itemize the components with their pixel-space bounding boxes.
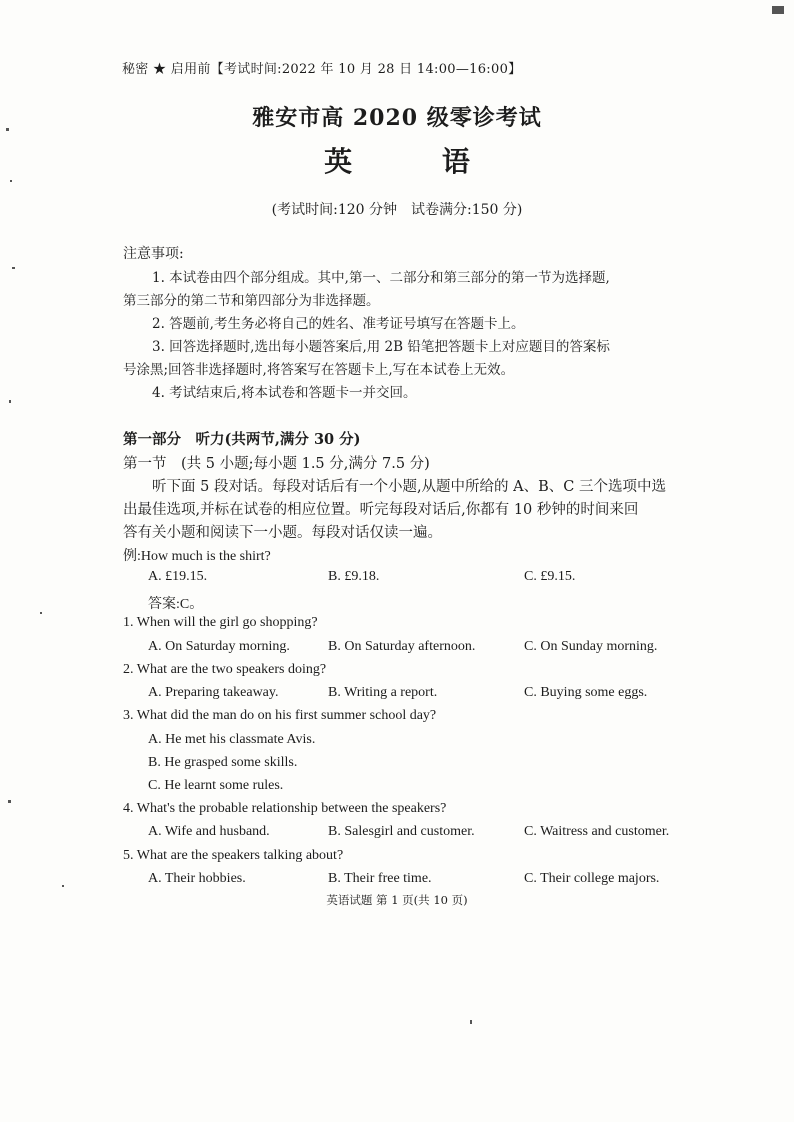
question-stem: 4. What's the probable relationship between the speakers? [123,801,447,816]
subject-title: 英 语 [324,145,510,178]
example-stem: 例:How much is the shirt? [123,549,271,564]
instructions: 听下面 5 段对话。每段对话后有一个小题,从题中所给的 A、B、C 三个选项中选 [152,479,666,495]
exam-info: (考试时间:120 分钟 试卷满分:150 分) [271,202,523,218]
example-option-b: B. £9.18. [328,569,380,584]
question-stem: 2. What are the two speakers doing? [123,662,327,677]
notice-item-3-cont: 号涂黑;回答非选择题时,将答案写在答题卡上,写在本试卷上无效。 [123,362,515,378]
section-heading: 第一节 (共 5 小题;每小题 1.5 分,满分 7.5 分) [123,456,430,472]
question-stem: 3. What did the man do on his first summer school day? [123,708,437,723]
question-option: B. On Saturday afternoon. [328,639,476,654]
notice-item-3: 3. 回答选择题时,选出每小题答案后,用 2B 铅笔把答题卡上对应题目的答案标 [152,339,610,355]
question-option: B. Writing a report. [328,685,438,700]
scan-speck [6,128,9,131]
question-option: C. Their college majors. [524,871,660,886]
question-stem: 5. What are the speakers talking about? [123,848,344,863]
notice-item-4: 4. 考试结束后,将本试卷和答题卡一并交回。 [152,385,417,401]
example-option-c: C. £9.15. [524,569,576,584]
instructions-cont: 答有关小题和阅读下一小题。每段对话仅读一遍。 [123,525,442,541]
question-option: B. Salesgirl and customer. [328,824,475,839]
scan-speck [10,180,12,182]
scan-speck [8,800,11,803]
page-footer: 英语试题 第 1 页(共 10 页) [326,893,468,907]
part-heading: 第一部分 听力(共两节,满分 30 分) [123,431,361,448]
question-option: A. Their hobbies. [148,871,246,886]
scan-speck [12,267,15,269]
question-option: A. Preparing takeaway. [148,685,279,700]
question-option: A. He met his classmate Avis. [148,732,316,747]
notice-heading: 注意事项: [123,246,184,262]
notice-item-1: 1. 本试卷由四个部分组成。其中,第一、二部分和第三部分的第一节为选择题, [152,270,610,286]
question-option: A. Wife and husband. [148,824,270,839]
question-stem: 1. When will the girl go shopping? [123,615,318,630]
instructions-cont: 出最佳选项,并标在试卷的相应位置。听完每段对话后,你都有 10 秒钟的时间来回 [123,502,639,518]
notice-item-2: 2. 答题前,考生务必将自己的姓名、准考证号填写在答题卡上。 [152,316,525,332]
scan-speck [9,400,11,403]
notice-item-1-cont: 第三部分的第二节和第四部分为非选择题。 [123,293,380,309]
scan-speck [40,612,42,614]
scan-speck [62,885,64,887]
question-option: B. He grasped some skills. [148,755,298,770]
example-answer: 答案:C。 [148,597,204,612]
question-option: B. Their free time. [328,871,432,886]
exam-title: 雅安市高 2020 级零诊考试 [252,105,542,131]
confidentiality-line: 秘密 ★ 启用前【考试时间:2022 年 10 月 28 日 14:00—16:00】 [122,62,522,77]
question-option: C. Buying some eggs. [524,685,648,700]
question-option: C. On Sunday morning. [524,639,658,654]
scan-speck [470,1020,472,1024]
question-option: C. Waitress and customer. [524,824,670,839]
question-option: C. He learnt some rules. [148,778,284,793]
scan-speck [772,6,784,14]
example-option-a: A. £19.15. [148,569,208,584]
question-option: A. On Saturday morning. [148,639,290,654]
